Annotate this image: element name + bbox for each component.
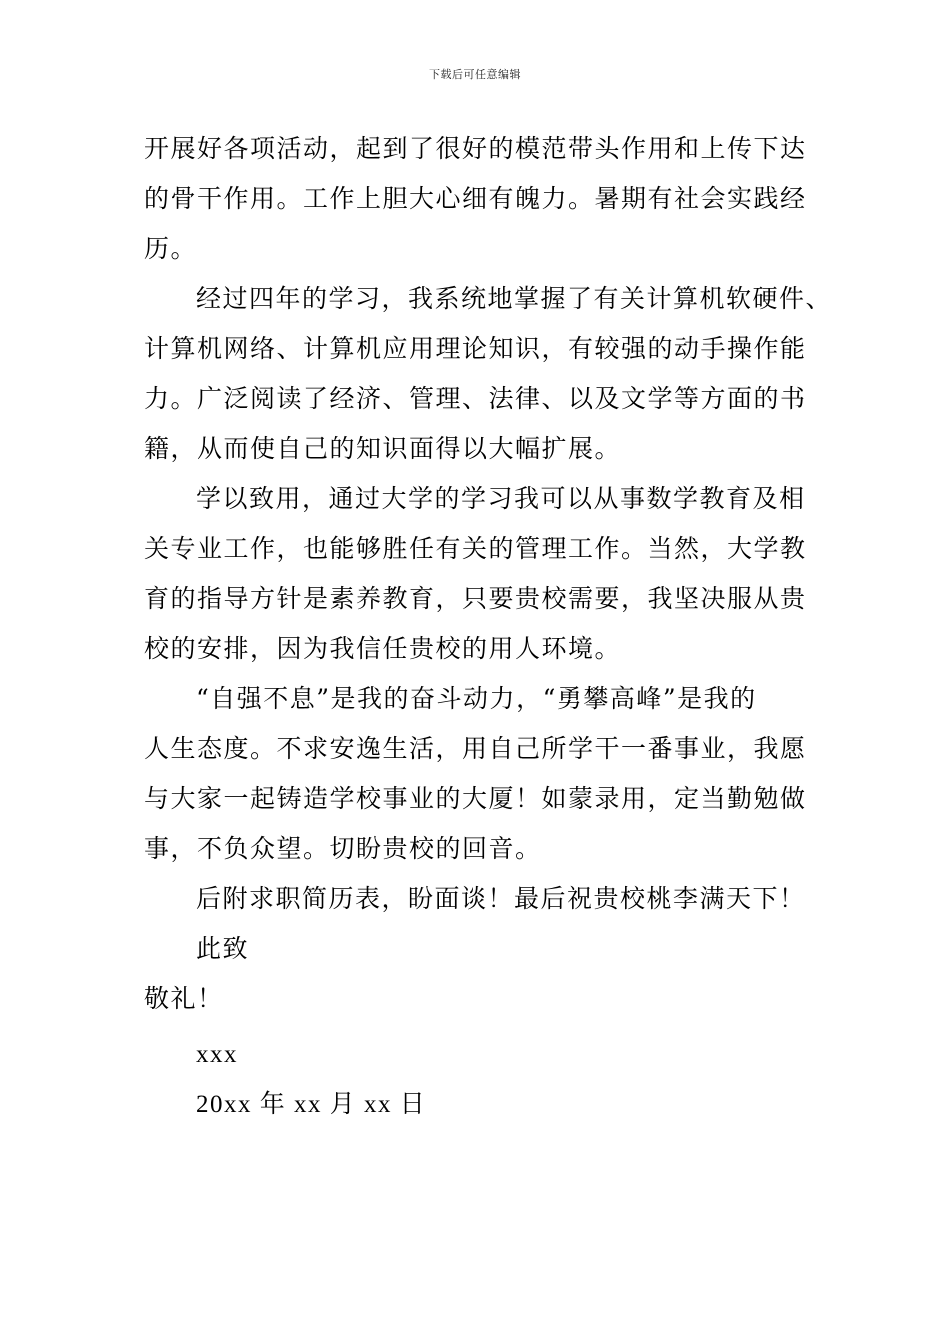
text-line: 的骨干作用。工作上胆大心细有魄力。暑期有社会实践经	[144, 184, 807, 213]
text-line: 关专业工作，也能够胜任有关的管理工作。当然，大学教	[144, 534, 807, 563]
text-line: 籍，从而使自己的知识面得以大幅扩展。	[144, 434, 622, 463]
text-line: 力。广泛阅读了经济、管理、法律、以及文学等方面的书	[144, 384, 807, 413]
salutation-jingli: 敬礼！	[144, 984, 224, 1013]
salutation-cizhi: 此致	[196, 934, 250, 963]
text-line: 校的安排，因为我信任贵校的用人环境。	[144, 634, 622, 663]
paragraph-first-line: “自强不息”是我的奋斗动力，“勇攀高峰”是我的	[196, 684, 757, 713]
text-line: 人生态度。不求安逸生活，用自己所学干一番事业，我愿	[144, 734, 807, 763]
paragraph-first-line: 学以致用，通过大学的学习我可以从事数学教育及相	[196, 484, 806, 513]
paragraph-first-line: 经过四年的学习，我系统地掌握了有关计算机软硬件、	[196, 284, 833, 313]
text-line: 历。	[144, 234, 198, 263]
text-line: 与大家一起铸造学校事业的大厦！如蒙录用，定当勤勉做	[144, 784, 807, 813]
text-line: 事，不负众望。切盼贵校的回音。	[144, 834, 542, 863]
signature-name: xxx	[196, 1041, 238, 1068]
signature-date: 20xx 年 xx 月 xx 日	[196, 1091, 427, 1118]
text-line: 开展好各项活动，起到了很好的模范带头作用和上传下达	[144, 134, 807, 163]
text-line: 育的指导方针是素养教育，只要贵校需要，我坚决服从贵	[144, 584, 807, 613]
closing-line: 后附求职简历表，盼面谈！最后祝贵校桃李满天下！	[196, 884, 806, 913]
text-line: 计算机网络、计算机应用理论知识，有较强的动手操作能	[144, 334, 807, 363]
letter-body	[144, 124, 833, 1130]
page-header-note: 下载后可任意编辑	[429, 68, 521, 81]
